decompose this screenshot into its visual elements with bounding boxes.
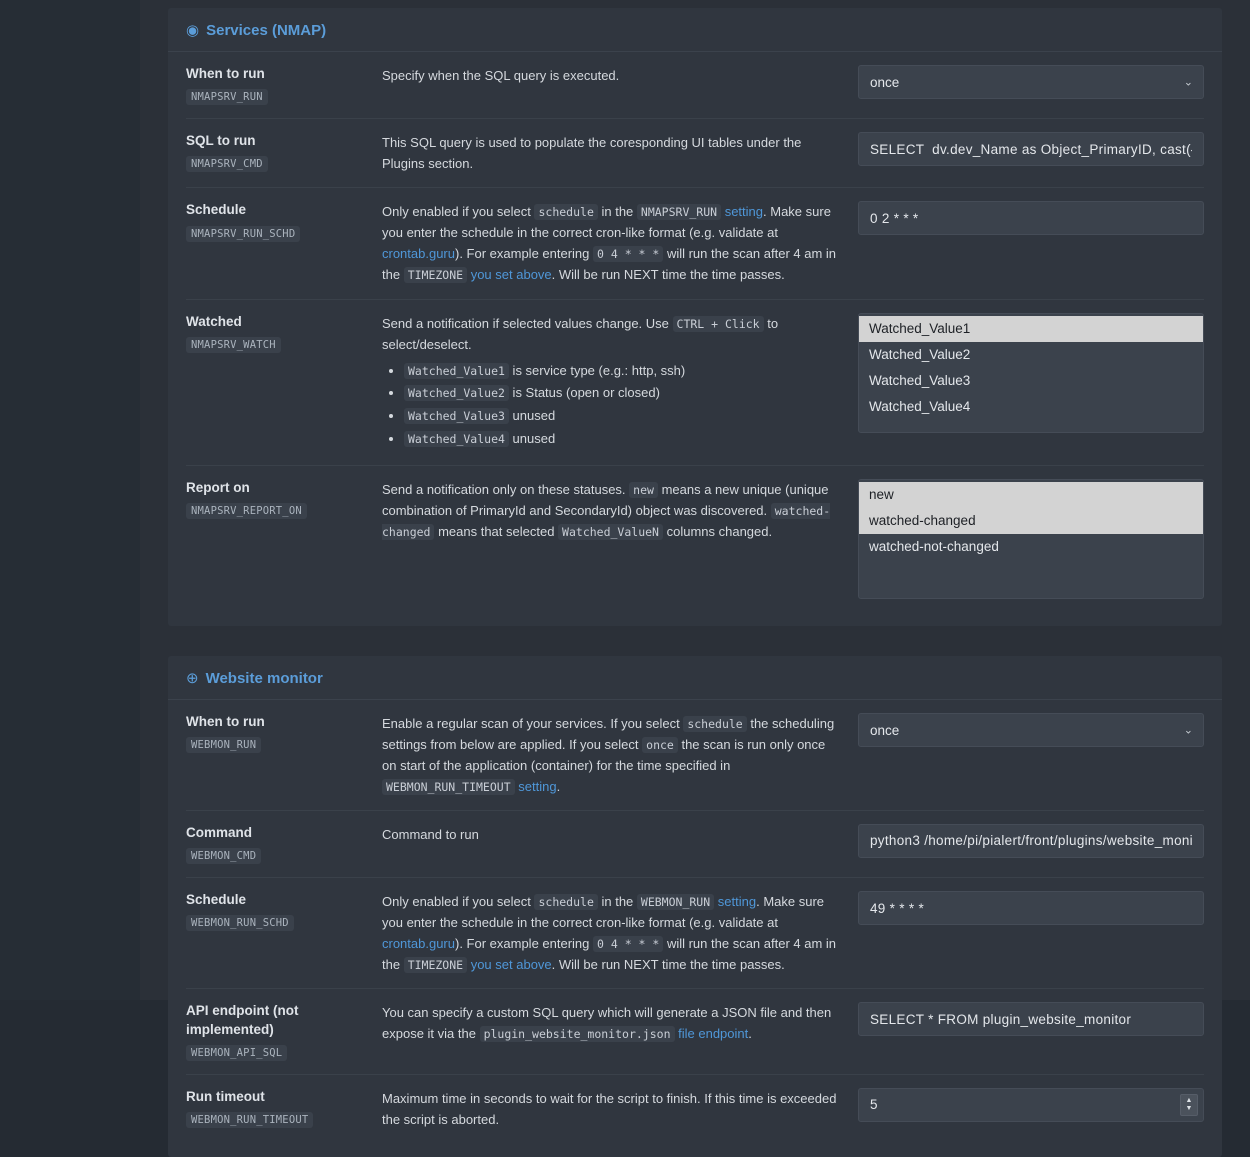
setting-field-col xyxy=(858,132,1204,166)
setting-input-webmon_api_sql[interactable] xyxy=(858,1002,1204,1036)
setting-field-col xyxy=(858,1088,1204,1122)
chevron-down-icon: ⌄ xyxy=(1183,76,1193,89)
setting-description-col xyxy=(382,891,858,975)
setting-row xyxy=(186,878,1204,989)
setting-description: Only enabled if you select schedule in the WEBMON_RUN setting. Make sure you enter the schedule in the correct cron-like format (e.g. validate at crontab.guru). For example entering 0 4 * * * will run the scan after 4 am in the TIMEZONE you set above. Will be run NEXT time the time passes. xyxy=(382,894,837,973)
setting-field-col xyxy=(858,891,1204,925)
setting-description: Send a notification only on these statuses. new means a new unique (unique combination of PrimaryId and SecondaryId) object was discovered. watched-changed means that selected Watched_ValueN columns changed. xyxy=(382,481,831,539)
setting-row xyxy=(186,300,1204,466)
setting-label-col xyxy=(186,891,382,931)
setting-description: Enable a regular scan of your services. If you select schedule the scheduling settings from below are applied. If you select once the scan is run only once on start of the application (container) for the time specified in WEBMON_RUN_TIMEOUT setting. xyxy=(382,715,835,794)
setting-key: WEBMON_RUN_SCHD xyxy=(186,915,294,931)
card-header-website-monitor xyxy=(168,656,1222,700)
setting-field-col xyxy=(858,201,1204,235)
listbox-option[interactable]: new xyxy=(859,482,1203,508)
setting-row xyxy=(186,52,1204,119)
setting-label: Schedule xyxy=(186,202,247,218)
sections-root xyxy=(140,8,1250,1157)
setting-key: WEBMON_CMD xyxy=(186,848,261,864)
setting-label: API endpoint (not implemented) xyxy=(186,1003,299,1037)
setting-description: Specify when the SQL query is executed. xyxy=(382,68,620,83)
setting-key: NMAPSRV_CMD xyxy=(186,156,268,172)
setting-key: WEBMON_RUN_TIMEOUT xyxy=(186,1112,313,1128)
setting-description: Send a notification if selected values change. Use CTRL + Click to select/deselect. • Watched_Value1 is service type (e.g.: http, ssh) • Watched_Value2 is Status (open or closed) • Watched_Value3 unused • Watched_Value4 unused xyxy=(382,313,840,450)
setting-label: Report on xyxy=(186,479,250,495)
setting-listbox-nmapsrv_report_on[interactable] xyxy=(858,479,1204,599)
setting-label-col xyxy=(186,1088,382,1128)
setting-label-col xyxy=(186,201,382,241)
setting-label: Run timeout xyxy=(186,1088,265,1104)
setting-label: Command xyxy=(186,824,253,840)
setting-description: This SQL query is used to populate the coresponding UI tables under the Plugins section. xyxy=(382,135,802,172)
listbox-option[interactable]: Watched_Value2 xyxy=(869,346,971,362)
settings-card-services-nmap xyxy=(168,8,1222,626)
setting-label-col xyxy=(186,132,382,172)
setting-row xyxy=(186,188,1204,299)
listbox-option[interactable]: watched-not-changed xyxy=(869,539,999,555)
setting-row xyxy=(186,1075,1204,1143)
setting-key: WEBMON_API_SQL xyxy=(186,1045,287,1061)
setting-label-col xyxy=(186,1002,382,1060)
setting-row xyxy=(186,700,1204,811)
listbox-option[interactable]: Watched_Value3 xyxy=(869,373,971,388)
setting-listbox-nmapsrv_watch[interactable] xyxy=(858,313,1204,433)
listbox-option[interactable]: watched-changed xyxy=(859,508,1203,534)
setting-description-col xyxy=(382,1088,858,1130)
setting-key: NMAPSRV_RUN xyxy=(186,89,268,105)
setting-field-col xyxy=(858,313,1204,433)
setting-description-col xyxy=(382,201,858,285)
left-rail xyxy=(0,0,140,1000)
setting-row xyxy=(186,811,1204,878)
listbox-option[interactable]: Watched_Value1 xyxy=(859,316,1203,342)
card-body-website-monitor xyxy=(168,700,1222,1157)
setting-key: NMAPSRV_RUN_SCHD xyxy=(186,226,300,242)
setting-description: Command to run xyxy=(382,826,479,842)
card-title: Website monitor xyxy=(205,669,323,687)
setting-description-col xyxy=(382,65,858,86)
setting-key: WEBMON_RUN xyxy=(186,737,261,753)
setting-input-nmapsrv_run_schd[interactable] xyxy=(858,201,1204,235)
setting-row xyxy=(186,466,1204,612)
globe-icon: ⊕ xyxy=(186,669,199,687)
setting-description-col xyxy=(382,313,858,452)
setting-label: When to run xyxy=(186,66,265,81)
select-wrapper xyxy=(858,65,1204,99)
settings-content xyxy=(140,0,1250,1127)
setting-description-col xyxy=(382,713,858,797)
card-spacer xyxy=(140,626,1250,648)
number-stepper[interactable]: ▲ ▼ xyxy=(1180,1094,1198,1116)
setting-field-col xyxy=(858,824,1204,858)
setting-label-col xyxy=(186,713,382,753)
card-header-services-nmap xyxy=(168,8,1222,52)
setting-input-webmon_run_schd[interactable] xyxy=(858,891,1204,925)
setting-select-nmapsrv_run[interactable] xyxy=(858,65,1204,99)
setting-label-col xyxy=(186,65,382,105)
setting-description: You can specify a custom SQL query which will generate a JSON file and then expose it via the plugin_website_monitor.json file endpoint. xyxy=(382,1005,832,1042)
setting-description-col xyxy=(382,479,858,542)
setting-row xyxy=(186,119,1204,188)
settings-card-website-monitor xyxy=(168,656,1222,1157)
setting-label: Watched xyxy=(186,313,242,329)
setting-label-col xyxy=(186,479,382,519)
setting-label-col xyxy=(186,313,382,353)
setting-label: Schedule xyxy=(186,892,247,908)
setting-description: Maximum time in seconds to wait for the script to finish. If this time is exceeded the script is aborted. xyxy=(382,1090,837,1127)
card-title: Services (NMAP) xyxy=(206,22,327,39)
setting-key: NMAPSRV_REPORT_ON xyxy=(186,503,307,519)
setting-field-col xyxy=(858,479,1204,599)
setting-field-col xyxy=(858,65,1204,99)
setting-input-nmapsrv_cmd[interactable] xyxy=(858,132,1204,166)
setting-field-col xyxy=(858,1002,1204,1036)
setting-input-webmon_run_timeout[interactable] xyxy=(858,1088,1204,1122)
radar-icon: ◉ xyxy=(186,22,200,39)
setting-label-col xyxy=(186,824,382,864)
setting-label: SQL to run xyxy=(186,133,256,149)
setting-key: NMAPSRV_WATCH xyxy=(186,337,281,353)
setting-label: When to run xyxy=(186,713,265,729)
setting-description-col xyxy=(382,1002,858,1044)
card-body-services-nmap xyxy=(168,52,1222,626)
setting-field-col xyxy=(858,713,1204,747)
chevron-down-icon: ⌄ xyxy=(1183,724,1193,737)
select-wrapper xyxy=(858,713,1204,747)
setting-description-col xyxy=(382,824,858,845)
setting-input-webmon_cmd[interactable] xyxy=(858,824,1204,858)
setting-description: Only enabled if you select schedule in the NMAPSRV_RUN setting. Make sure you enter the schedule in the correct cron-like format (e.g. validate at crontab.guru). For example entering 0 4 * * * will run the scan after 4 am in the TIMEZONE you set above. Will be run NEXT time the time passes. xyxy=(382,204,837,283)
setting-description-col xyxy=(382,132,858,174)
setting-select-webmon_run[interactable] xyxy=(858,713,1204,747)
setting-row xyxy=(186,989,1204,1074)
number-wrapper xyxy=(858,1088,1204,1122)
listbox-option[interactable]: Watched_Value4 xyxy=(869,399,971,415)
